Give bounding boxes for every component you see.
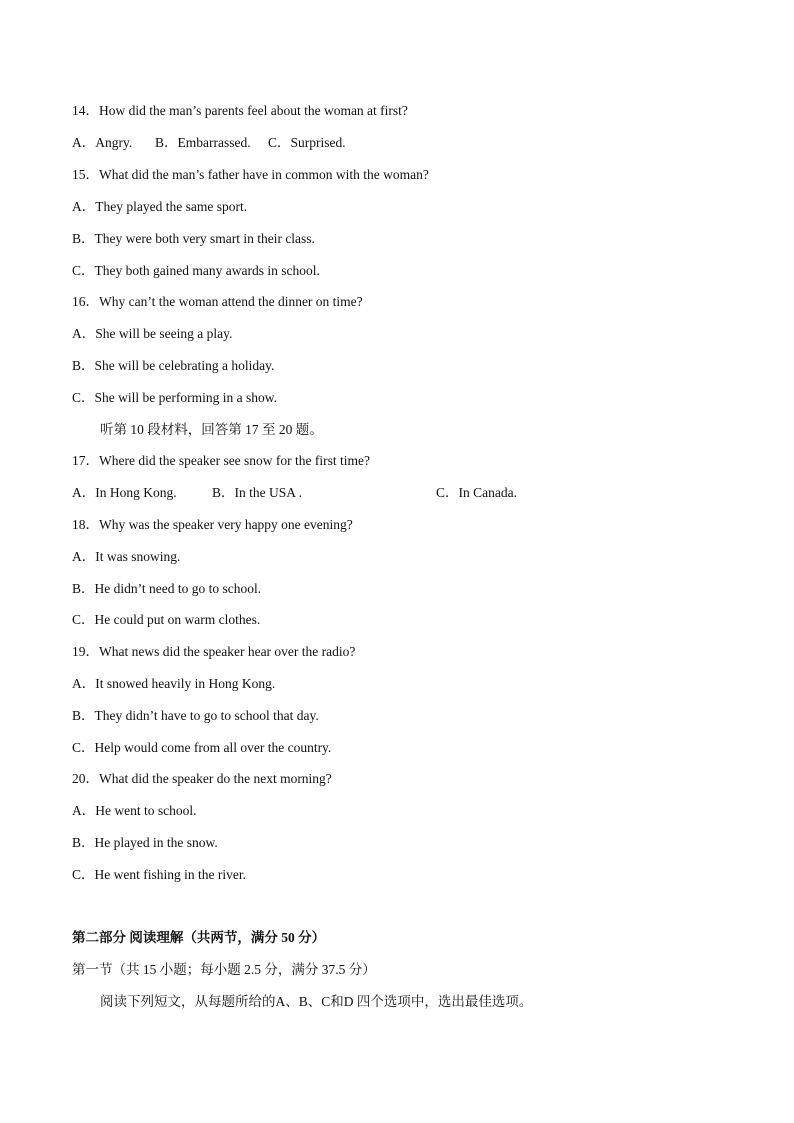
- question-15-stem: 15．What did the man’s father have in common with the woman?: [72, 167, 429, 182]
- question-18-stem: 18．Why was the speaker very happy one evening?: [72, 517, 353, 532]
- q19-option-c: C．Help would come from all over the country.: [72, 740, 332, 755]
- q15-option-c: C．They both gained many awards in school.: [72, 263, 320, 278]
- question-20-stem: 20．What did the speaker do the next morning?: [72, 771, 332, 786]
- question-14-stem: 14．How did the man’s parents feel about the woman at first?: [72, 103, 408, 118]
- q14-option-c: C．Surprised.: [268, 135, 346, 150]
- q15-option-a: A．They played the same sport.: [72, 199, 248, 214]
- part2-section1-title: 第一节（共 15 小题；每小题 2.5 分，满分 37.5 分）: [72, 962, 376, 977]
- q17-option-a: A．In Hong Kong.: [72, 485, 177, 500]
- part2-heading: 第二部分 阅读理解（共两节，满分 50 分）: [72, 930, 326, 945]
- q20-option-a: A．He went to school.: [72, 803, 197, 818]
- q17-option-b: B．In the USA .: [212, 485, 303, 500]
- q16-option-a: A．She will be seeing a play.: [72, 326, 233, 341]
- q20-option-c: C．He went fishing in the river.: [72, 867, 246, 882]
- question-16-stem: 16．Why can’t the woman attend the dinner on time?: [72, 294, 363, 309]
- q19-option-b: B．They didn’t have to go to school that day.: [72, 708, 319, 723]
- part2-instruction: 阅读下列短文，从每题所给的A、B、C和D 四个选项中，选出最佳选项。: [100, 994, 533, 1009]
- q14-option-a: A．Angry.: [72, 135, 133, 150]
- q18-option-c: C．He could put on warm clothes.: [72, 612, 261, 627]
- q18-option-a: A．It was snowing.: [72, 549, 181, 564]
- q20-option-b: B．He played in the snow.: [72, 835, 218, 850]
- q15-option-b: B．They were both very smart in their class.: [72, 231, 315, 246]
- q19-option-a: A．It snowed heavily in Hong Kong.: [72, 676, 276, 691]
- section-instruction: 听第 10 段材料，回答第 17 至 20 题。: [100, 422, 323, 437]
- question-17-stem: 17．Where did the speaker see snow for the first time?: [72, 453, 371, 468]
- q14-option-b: B．Embarrassed.: [155, 135, 251, 150]
- q16-option-c: C．She will be performing in a show.: [72, 390, 277, 405]
- q17-option-c: C．In Canada.: [436, 485, 517, 500]
- q18-option-b: B．He didn’t need to go to school.: [72, 581, 262, 596]
- q16-option-b: B．She will be celebrating a holiday.: [72, 358, 275, 373]
- question-19-stem: 19．What news did the speaker hear over the radio?: [72, 644, 356, 659]
